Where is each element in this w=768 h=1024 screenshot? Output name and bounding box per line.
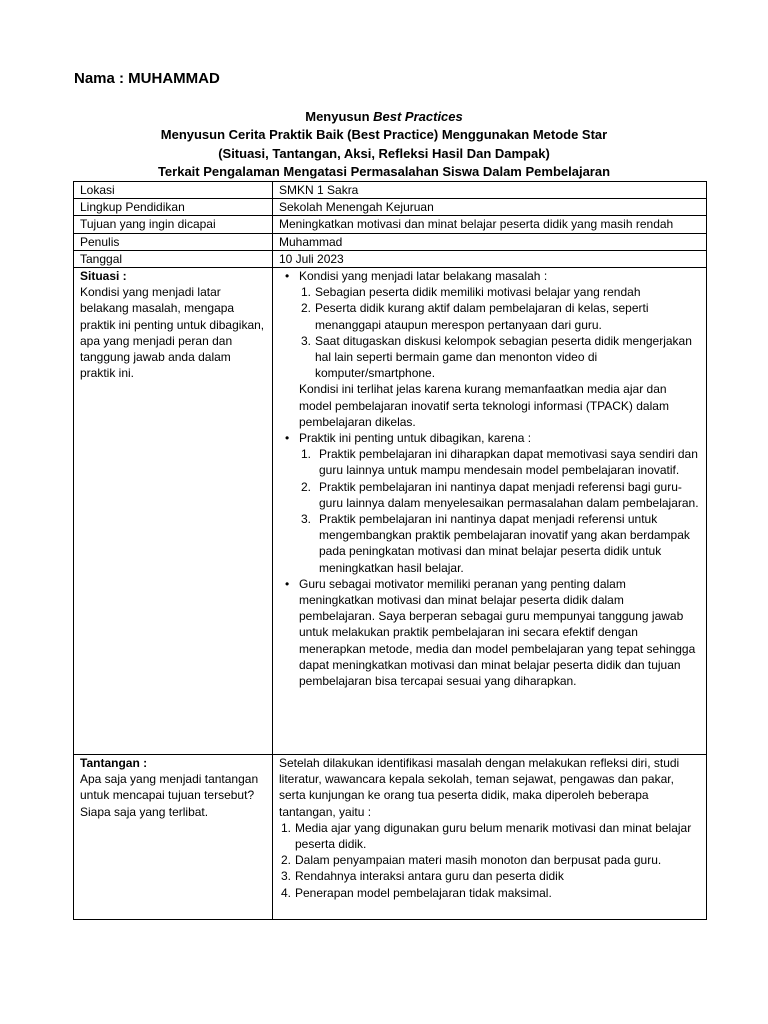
tujuan-label: Tujuan yang ingin dicapai [74, 216, 273, 233]
list-item: 4. Penerapan model pembelajaran tidak maksimal. [281, 885, 552, 900]
heading-line-3: (Situasi, Tantangan, Aksi, Refleksi Hasil Dan Dampak) [218, 145, 550, 161]
list-item: 2. Praktik pembelajaran ini nantinya dapat menjadi referensi bagi guru-guru lainnya dalam menyelesaikan permasalahan dalam pembelajaran. [301, 479, 699, 510]
list-item: 3. Praktik pembelajaran ini nantinya dapat menjadi referensi untuk mengembangkan praktik pembelajaran inovatif yang akan berdampak pada peningkatan motivasi dan minat belajar peserta didik untuk meningkatkan hasil belajar. [301, 512, 690, 575]
situasi-prompt: Kondisi yang menjadi latar belakang masalah, mengapa praktik ini penting untuk dibagikan, apa yang menjadi peran dan tanggung jawab anda dalam praktik ini. [80, 285, 265, 381]
lokasi-label: Lokasi [74, 182, 273, 199]
table-row-tantangan [74, 755, 707, 920]
list-item: 2. Dalam penyampaian materi masih monoton dan berpusat pada guru. [281, 853, 662, 868]
lingkup-label: Lingkup Pendidikan [74, 199, 273, 216]
tantangan-list [279, 820, 701, 901]
list-item: 3. Saat ditugaskan diskusi kelompok sebagian peserta didik mengerjakan hal lain seperti bermain game dan menonton video di komputer/smartphone. [301, 333, 692, 381]
list-item: 2. Peserta didik kurang aktif dalam pembelajaran di kelas, seperti menanggapi ataupun merespon pertanyaan dari guru. [301, 301, 649, 332]
situasi-title: Situasi : [80, 269, 127, 284]
tantangan-prompt: Apa saja yang menjadi tantangan untuk mencapai tujuan tersebut? Siapa saja yang terlibat. [80, 772, 259, 819]
penulis-value: Muhammad [273, 233, 707, 250]
situasi-label-cell [74, 268, 273, 755]
tanggal-value: 10 Juli 2023 [273, 250, 707, 267]
situasi-bullet-1: • Kondisi yang menjadi latar belakang masalah : 1. Sebagian peserta didik memiliki motivasi belajar yang rendah 2. Peserta didik kurang aktif dalam pembelajaran di kelas, seperti menanggapi ataupun merespon pertanyaan dari guru. 3. Saat ditugaskan diskusi kelompok sebagian peserta didik mengerjakan hal lain seperti bermain game dan menonton video di komputer/smartphone. Kondisi ini terlihat jelas karena kurang memanfaatkan media ajar dan model pembelajaran inovatif serta teknologi informasi (TPACK) dalam pembelajaran dikelas. [299, 268, 701, 430]
situasi-bullet-2: • Praktik ini penting untuk dibagikan, karena : 1. Praktik pembelajaran ini diharapkan dapat memotivasi saya sendiri dan guru lainnya untuk mampu mendesain model pembelajaran inovatif. 2. Praktik pembelajaran ini nantinya dapat menjadi referensi bagi guru-guru lainnya dalam menyelesaikan permasalahan dalam pembelajaran. 3. Praktik pembelajaran ini nantinya dapat menjadi referensi untuk mengembangkan praktik pembelajaran inovatif yang akan berdampak pada peningkatan motivasi dan minat belajar peserta didik untuk meningkatkan hasil belajar. [299, 430, 701, 576]
tantangan-intro: Setelah dilakukan identifikasi masalah dengan melakukan refleksi diri, studi literatur, wawancara kepala sekolah, teman sejawat, pengawas dan pakar, serta kunjungan ke orang tua peserta didik, maka diperoleh beberapa tantangan, yaitu : [279, 756, 680, 819]
situasi-bullet-3: • Guru sebagai motivator memiliki peranan yang penting dalam meningkatkan motivasi dan minat belajar peserta didik dalam pembelajaran. Saya berperan sebagai guru mempunyai tanggung jawab untuk melakukan praktik pembelajaran ini secara efektif dengan menerapkan metode, media dan model pembelajaran yang tepat sehingga dapat meningkatkan motivasi dan minat belajar peserta didik dan tujuan pembelajaran bisa tercapai sesuai yang diharapkan. [299, 576, 701, 689]
table-row-situasi [74, 268, 707, 755]
heading-line-4: Terkait Pengalaman Mengatasi Permasalahan Siswa Dalam Pembelajaran [157, 163, 611, 179]
table-row-tanggal [74, 250, 707, 267]
lokasi-value: SMKN 1 Sakra [273, 182, 707, 199]
best-practice-table [73, 181, 707, 920]
situasi-bullet-2-list [299, 446, 701, 576]
list-item: 1. Media ajar yang digunakan guru belum menarik motivasi dan minat belajar peserta didik. [281, 820, 692, 852]
lingkup-value: Sekolah Menengah Kejuruan [273, 199, 707, 216]
heading-italic: Best Practices [373, 109, 463, 124]
penulis-label: Penulis [74, 233, 273, 250]
document-heading [0, 108, 768, 181]
table-row-lokasi [74, 182, 707, 199]
table-row-lingkup [74, 199, 707, 216]
author-name-line: Nama : MUHAMMAD [74, 70, 220, 87]
tujuan-value: Meningkatkan motivasi dan minat belajar peserta didik yang masih rendah [273, 216, 707, 233]
table-row-penulis [74, 233, 707, 250]
heading-line-2: Menyusun Cerita Praktik Baik (Best Practice) Menggunakan Metode Star [160, 127, 608, 143]
tantangan-content-cell [273, 755, 707, 920]
heading-line-1: Menyusun Best Practices [305, 109, 463, 124]
list-item: 1. Praktik pembelajaran ini diharapkan dapat memotivasi saya sendiri dan guru lainnya untuk mampu mendesain model pembelajaran inovatif. [301, 447, 698, 478]
tanggal-label: Tanggal [74, 250, 273, 267]
situasi-bullet-1-list [299, 284, 701, 381]
situasi-content-cell [273, 268, 707, 755]
table-row-tujuan [74, 216, 707, 233]
tantangan-label-cell [74, 755, 273, 920]
list-item: 3. Rendahnya interaksi antara guru dan peserta didik [281, 869, 564, 884]
situasi-bullet-1-note: Kondisi ini terlihat jelas karena kurang memanfaatkan media ajar dan model pembelajaran inovatif serta teknologi informasi (TPACK) dalam pembelajaran dikelas. [299, 382, 669, 429]
list-item: 1. Sebagian peserta didik memiliki motivasi belajar yang rendah [301, 285, 641, 300]
situasi-bullets [279, 268, 701, 689]
tantangan-title: Tantangan : [80, 756, 148, 771]
